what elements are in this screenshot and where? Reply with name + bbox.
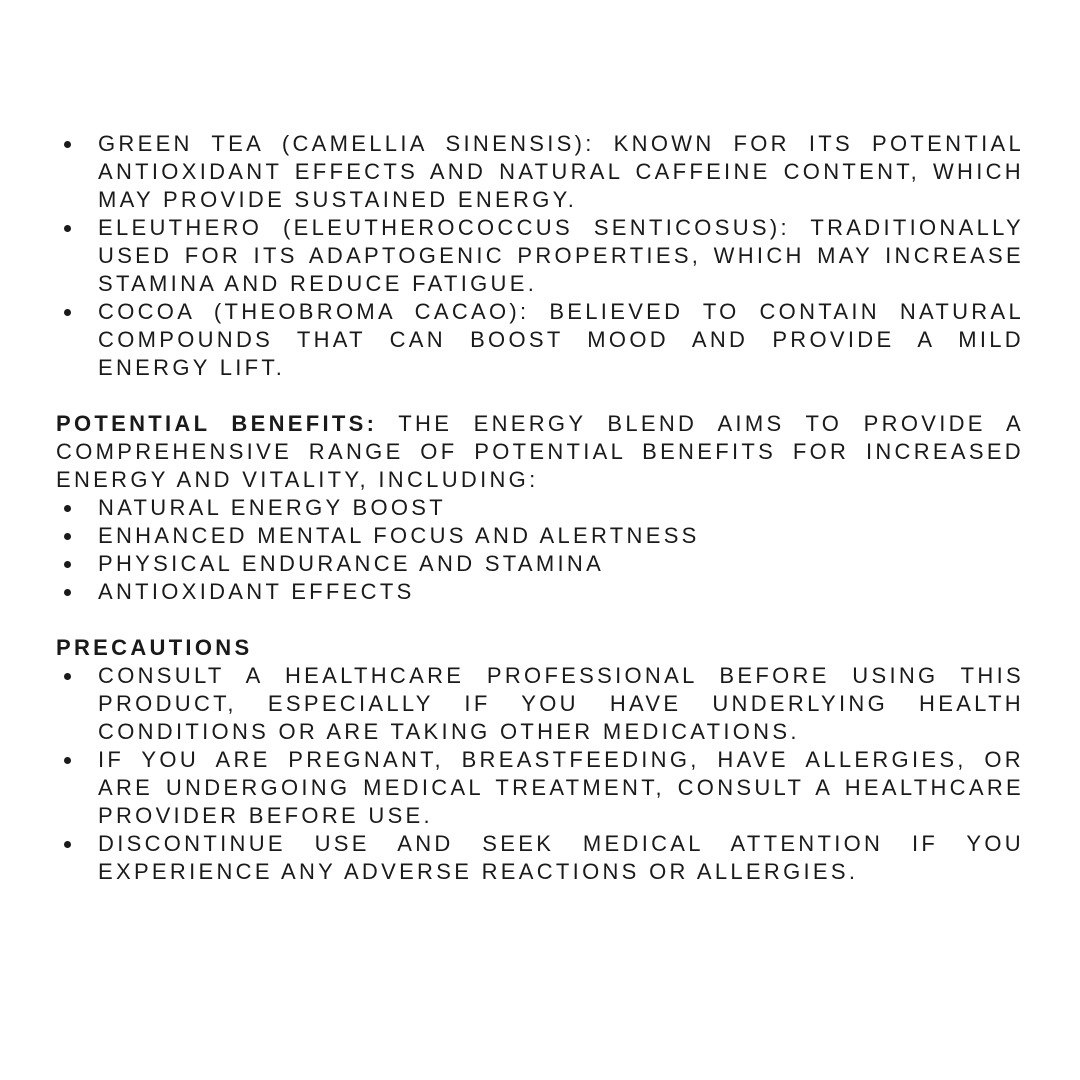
list-item: ELEUTHERO (ELEUTHEROCOCCUS SENTICOSUS): TRADITIONALLY USED FOR ITS ADAPTOGENIC PROPERTIES, WHICH MAY INCREASE STAMINA AND REDUCE FATIGUE. (56, 214, 1024, 298)
list-item: DISCONTINUE USE AND SEEK MEDICAL ATTENTION IF YOU EXPERIENCE ANY ADVERSE REACTIONS OR ALLERGIES. (56, 830, 1024, 886)
benefits-heading: POTENTIAL BENEFITS: (56, 411, 378, 436)
list-item: GREEN TEA (CAMELLIA SINENSIS): KNOWN FOR ITS POTENTIAL ANTIOXIDANT EFFECTS AND NATURAL CAFFEINE CONTENT, WHICH MAY PROVIDE SUSTAINED ENERGY. (56, 130, 1024, 214)
precautions-heading: PRECAUTIONS (56, 635, 253, 660)
list-item: PHYSICAL ENDURANCE AND STAMINA (56, 550, 1024, 578)
list-item: ENHANCED MENTAL FOCUS AND ALERTNESS (56, 522, 1024, 550)
list-item: COCOA (THEOBROMA CACAO): BELIEVED TO CONTAIN NATURAL COMPOUNDS THAT CAN BOOST MOOD AND PROVIDE A MILD ENERGY LIFT. (56, 298, 1024, 382)
list-item: IF YOU ARE PREGNANT, BREASTFEEDING, HAVE ALLERGIES, OR ARE UNDERGOING MEDICAL TREATMENT, CONSULT A HEALTHCARE PROVIDER BEFORE USE. (56, 746, 1024, 830)
benefits-list (56, 494, 1024, 606)
benefits-paragraph (56, 410, 1024, 494)
list-item: NATURAL ENERGY BOOST (56, 494, 1024, 522)
benefits-intro: THE ENERGY BLEND AIMS TO PROVIDE A COMPREHENSIVE RANGE OF POTENTIAL BENEFITS FOR INCREASED ENERGY AND VITALITY, INCLUDING: (56, 411, 1024, 492)
list-item: ANTIOXIDANT EFFECTS (56, 578, 1024, 606)
precautions-section (56, 634, 1024, 886)
benefits-section (56, 410, 1024, 606)
ingredient-list (56, 130, 1024, 382)
precautions-list (56, 662, 1024, 886)
list-item: CONSULT A HEALTHCARE PROFESSIONAL BEFORE USING THIS PRODUCT, ESPECIALLY IF YOU HAVE UNDERLYING HEALTH CONDITIONS OR ARE TAKING OTHER MEDICATIONS. (56, 662, 1024, 746)
document-page (56, 130, 1024, 886)
